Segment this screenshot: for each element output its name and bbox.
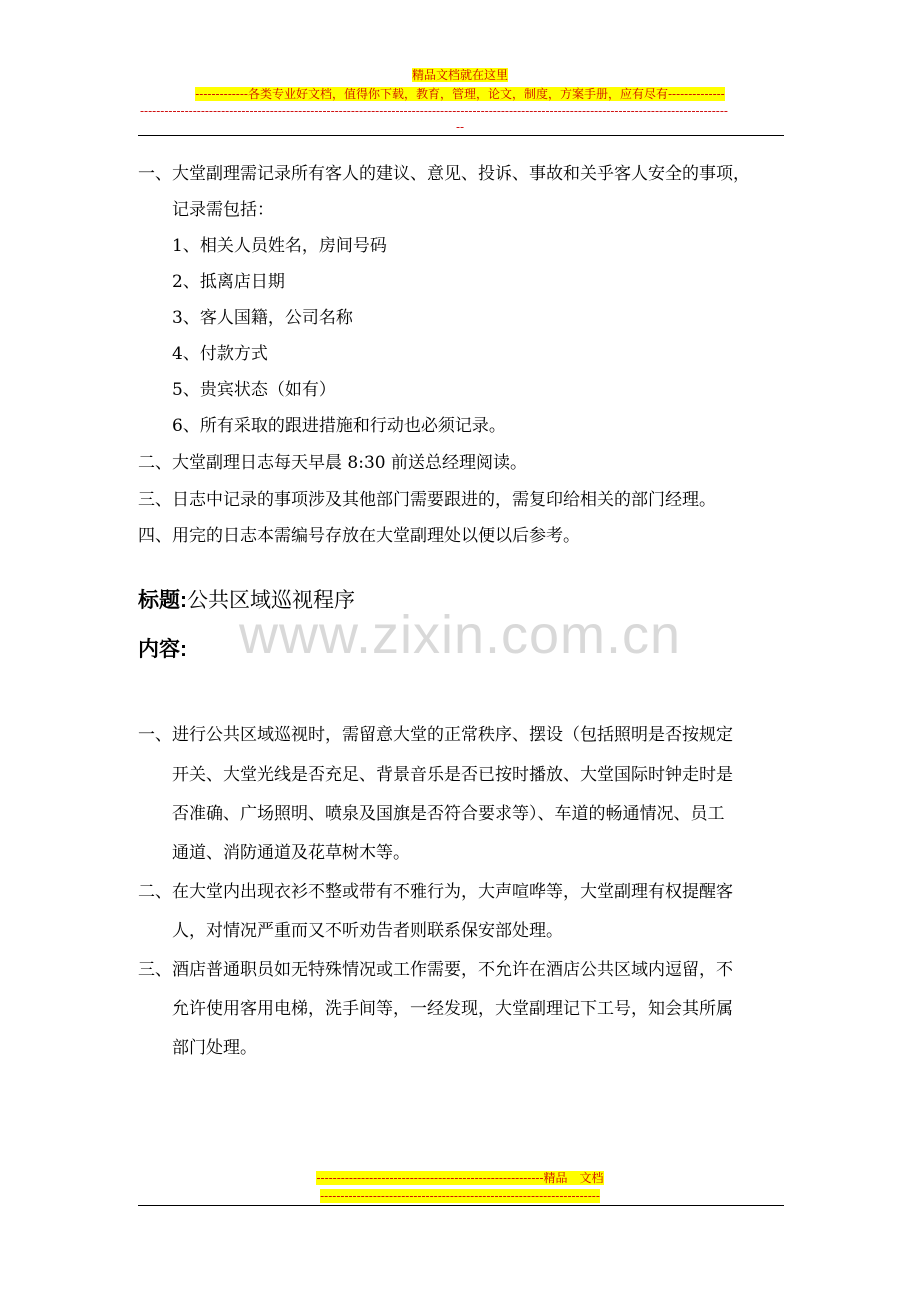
footer-rule	[138, 1205, 784, 1206]
section2-paragraph-1-cont: 通道、消防通道及花草树木等。	[172, 843, 410, 863]
header-rule	[138, 135, 784, 136]
section1-paragraph-4: 四、用完的日志本需编号存放在大堂副理处以便以后参考。	[138, 526, 580, 546]
list-item: 1、相关人员姓名，房间号码	[172, 236, 387, 256]
list-item: 6、所有采取的跟进措施和行动也必须记录。	[172, 416, 506, 436]
section2-paragraph-3-cont: 部门处理。	[172, 1038, 257, 1058]
footer-dash-line: ---------------------------------------------------------------------	[320, 1189, 600, 1203]
list-item: 5、贵宾状态（如有）	[172, 380, 336, 400]
section2-paragraph-1: 一、进行公共区域巡视时，需留意大堂的正常秩序、摆设（包括照明是否按规定	[138, 725, 733, 745]
section1-paragraph-1: 一、大堂副理需记录所有客人的建议、意见、投诉、事故和关乎客人安全的事项，	[138, 164, 750, 184]
list-item: 3、客人国籍，公司名称	[172, 308, 353, 328]
section2-paragraph-2-cont: 人，对情况严重而又不听劝告者则联系保安部处理。	[172, 921, 563, 941]
section2-paragraph-1-cont: 开关、大堂光线是否充足、背景音乐是否已按时播放、大堂国际时钟走时是	[172, 765, 733, 785]
list-item: 2、抵离店日期	[172, 272, 285, 292]
section2-paragraph-1-cont: 否准确、广场照明、喷泉及国旗是否符合要求等）、车道的畅通情况、员工	[172, 804, 725, 824]
content-label: 内容:	[138, 638, 187, 661]
section1-paragraph-2: 二、大堂副理日志每天早晨 8:30 前送总经理阅读。	[138, 453, 527, 473]
section2-paragraph-3-cont: 允许使用客用电梯，洗手间等，一经发现，大堂副理记下工号，知会其所属	[172, 999, 733, 1019]
section2-paragraph-2: 二、在大堂内出现衣衫不整或带有不雅行为，大声喧哗等，大堂副理有权提醒客	[138, 882, 733, 902]
header-dash-tail: --	[455, 120, 465, 134]
header-banner-title: 精品文档就在这里	[411, 68, 508, 82]
title-text: 公共区域巡视程序	[187, 588, 355, 612]
title-label: 标题:	[138, 589, 187, 612]
watermark: www.zixin.com.cn	[238, 605, 682, 665]
header-dash-line: -------------------------------------------------------------------------------------------------------------------------------------------------	[140, 104, 728, 118]
section1-paragraph-3: 三、日志中记录的事项涉及其他部门需要跟进的，需复印给相关的部门经理。	[138, 490, 716, 510]
section2-paragraph-3: 三、酒店普通职员如无特殊情况或工作需要，不允许在酒店公共区域内逗留，不	[138, 960, 733, 980]
header-banner-tagline: -------------各类专业好文档，值得你下载，教育，管理，论文，制度，方案手册，应有尽有--------------	[195, 87, 725, 101]
list-item: 4、付款方式	[172, 344, 268, 364]
footer-banner: --------------------------------------------------------精品 文档	[316, 1171, 604, 1185]
section1-paragraph-1-cont: 记录需包括：	[172, 200, 274, 220]
